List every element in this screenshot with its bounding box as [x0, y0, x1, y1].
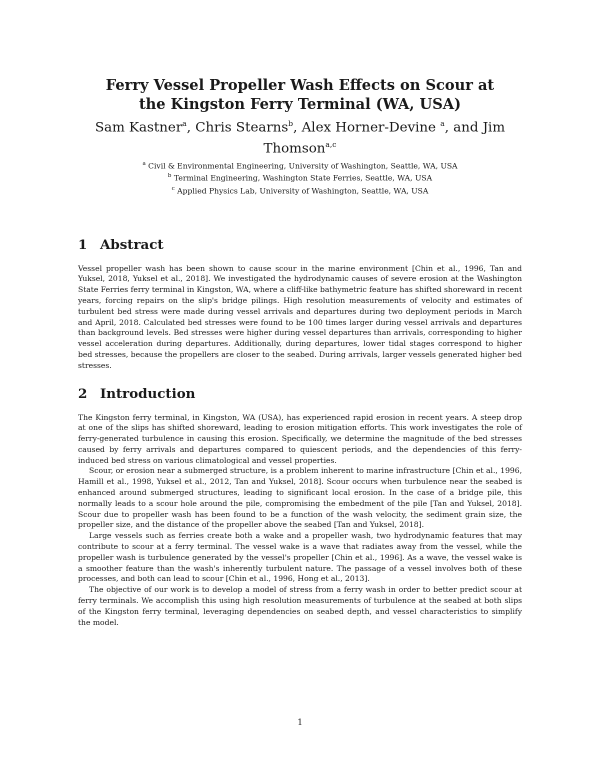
author-name: Jim Thomson: [263, 120, 506, 157]
author-name: Sam Kastner: [94, 120, 183, 136]
abstract-paragraph: Vessel propeller wash has been shown to cause scour in the marine environment [Chin et al., 1996, Tan and Yuksel, 2018, Yuksel et al., 2018]. We investigated the hydrodynamic causes of severe erosion at the Washington State Ferries ferry terminal in Kingston, WA, where a cliff-like bathymetric feature has shifted shoreward in recent years, forcing repairs on the slip's bridge pilings. High resolution measurements of velocity and estimates of turbulent bed stress were made during vessel arrivals and departures during two deployment periods in March and April, 2018. Calculated bed stresses were found to be 100 times larger during vessel arrivals and departures than background levels. Bed stresses were higher during vessel departures than arrivals, corresponding to higher vessel acceleration during departures. Additionally, during departures, lower tidal stages correspond to higher bed stresses, because the propellers are closer to the seabed. During arrivals, larger vessels generated higher bed stresses.: [78, 263, 522, 370]
affiliation-mark: c: [171, 186, 175, 192]
section-number: 2: [78, 385, 88, 402]
affiliation-list: [78, 159, 522, 197]
affiliation-text: Terminal Engineering, Washington State Ferries, Seattle, WA, USA: [173, 174, 433, 183]
section-heading-introduction: [78, 386, 522, 402]
author-separator: , and: [444, 120, 483, 136]
affiliation: [78, 171, 522, 184]
author-name: Alex Horner-Devine: [301, 120, 436, 136]
affiliation-mark: a: [142, 160, 146, 167]
intro-paragraph: The objective of our work is to develop a model of stress from a ferry wash in order to better predict scour at ferry terminals. We accomplish this using high resolution measurements of turbulence at the seabed at both slips of the Kingston ferry terminal, leveraging dependencies on seabed depth, and vessel characteristics to simplify the model.: [78, 585, 522, 627]
author-affil-mark: a: [440, 119, 445, 128]
author-separator: ,: [186, 120, 196, 136]
intro-paragraph: The Kingston ferry terminal, in Kingston, WA (USA), has experienced rapid erosion in recent years. A steep drop at one of the slips has shifted shoreward, leading to erosion mitigation efforts. This work investigates the role of ferry-generated turbulence in causing this erosion. Specifically, we determine the magnitude of the bed stresses caused by ferry arrivals and departures compared to quiescent periods, and the dependencies of this ferry-induced bed stress on various climatological and vessel properties.: [78, 412, 522, 465]
author-affil-mark: a,c: [325, 140, 337, 150]
section-title: Introduction: [100, 385, 196, 402]
affiliation-mark: b: [167, 173, 172, 180]
page-number: 1: [297, 717, 303, 727]
section-heading-abstract: [78, 237, 522, 253]
author-separator: ,: [293, 120, 302, 136]
author-list: [78, 115, 522, 158]
intro-paragraph: Large vessels such as ferries create both a wake and a propeller wash, two hydrodynamic features that may contribute to scour at a ferry terminal. The vessel wake is a wave that radiates away from the vessel, while the propeller wash is turbulence generated by the vessel's propeller [Chin et al., 1996]. As a wave, the vessel wake is a smoother feature than the wash's inherently turbulent nature. The passage of a vessel involves both of these processes, and both can lead to scour [Chin et al., 1996, Hong et al., 2013].: [78, 531, 522, 584]
section-title: Abstract: [100, 236, 164, 253]
paper-title: Ferry Vessel Propeller Wash Effects on Scour at the Kingston Ferry Terminal (WA, USA): [105, 77, 495, 113]
affiliation-text: Civil & Environmental Engineering, University of Washington, Seattle, WA, USA: [148, 161, 458, 171]
author-affil-mark: a: [182, 119, 187, 128]
author-name: Chris Stearns: [195, 120, 289, 136]
affiliation: [78, 159, 522, 172]
paper-page: [78, 76, 522, 628]
section-number: 1: [78, 236, 88, 253]
affiliation: [78, 184, 522, 197]
intro-paragraph: Scour, or erosion near a submerged structure, is a problem inherent to marine infrastructure [Chin et al., 1996, Hamill et al., 1998, Yuksel et al., 2012, Tan and Yuksel, 2018]. Scour occurs when turbulence near the seabed is enhanced around submerged structures, leading to significant local erosion. In the case of a bridge pile, this normally leads to a scour hole around the pile, compromising the embedment of the pile [Tan and Yuksel, 2018]. Scour due to propeller wash has been found to be a function of the wash velocity, the sediment grain size, the propeller size, and the distance of the propeller above the seabed [Tan and Yuksel, 2018].: [78, 466, 522, 530]
affiliation-text: Applied Physics Lab, University of Washington, Seattle, WA, USA: [177, 186, 429, 196]
author-affil-mark: b: [288, 119, 294, 128]
